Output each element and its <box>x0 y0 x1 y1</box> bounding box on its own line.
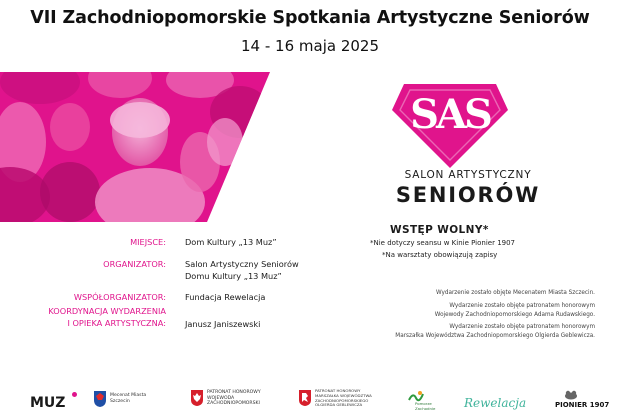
sas-logo <box>390 76 510 170</box>
info-value: Salon Artystyczny Seniorów <box>185 259 299 269</box>
wojewoda-line: ZACHODNIOPOMORSKI <box>207 401 260 407</box>
info-label: WSPÓŁORGANIZATOR: <box>73 292 166 302</box>
wojewoda-line: PATRONAT HONOROWY <box>207 390 261 395</box>
patronage-line: Wydarzenie zostało objęte patronatem honorowym <box>449 324 595 330</box>
patronage-line: Wydarzenie zostało objęte Mecenatem Miasta Szczecin. <box>435 290 595 296</box>
marszalek-line: PATRONAT HONOROWY <box>315 388 361 393</box>
pomorze-line: Zachodnie <box>415 405 436 411</box>
polish-eagle-icon <box>190 389 204 407</box>
muz-logo <box>30 392 77 411</box>
info-value: Janusz Janiszewski <box>185 319 261 329</box>
info-label: I OPIEKA ARTYSTYCZNA: <box>67 318 166 328</box>
sas-logo-mark: SAS <box>410 91 490 138</box>
marszalek-line: OLGIERDA GEBLEWICZA <box>315 402 363 408</box>
muz-dot-icon <box>72 392 77 397</box>
wojewoda-logo <box>190 389 270 411</box>
rewelacja-logo-text: Rewelacja <box>464 396 527 410</box>
mecenat-line: Szczecin <box>110 398 130 404</box>
info-label: MIEJSCE: <box>130 237 166 247</box>
marszalek-line: ZACHODNIOPOMORSKIEGO <box>315 397 369 403</box>
wojewoda-line: WOJEWODA <box>207 395 235 401</box>
marszalek-logo <box>298 389 388 413</box>
event-dates: 14 - 16 maja 2025 <box>241 37 379 55</box>
logo-name: SENIORÓW <box>395 183 541 207</box>
mecenat-logo <box>93 390 153 412</box>
free-entry-note: *Nie dotyczy seansu w Kinie Pionier 1907 <box>370 239 516 247</box>
free-entry-title: WSTĘP WOLNY* <box>390 224 489 236</box>
patronage-line: Wydarzenie zostało objęte patronatem honorowym <box>449 303 595 309</box>
marszalek-line: MARSZAŁKA WOJEWÓDZTWA <box>315 392 372 398</box>
info-label: KOORDYNACJA WYDARZENIA <box>48 306 166 316</box>
info-value: Dom Kultury „13 Muz” <box>185 237 277 247</box>
pomorze-line: Pomorze <box>415 401 432 406</box>
patronage-note <box>435 302 595 319</box>
patronage-line: Wojewody Zachodniopomorskiego Adama Rudawskiego. <box>434 311 595 318</box>
pomorze-logo <box>407 390 437 412</box>
event-title: VII Zachodniopomorskie Spotkania Artystyczne Seniorów <box>30 8 590 28</box>
mecenat-line: Mecenat Miasta <box>110 393 147 398</box>
patronage-note <box>436 289 595 298</box>
free-entry-block <box>370 224 515 260</box>
patronage-line: Marszałka Województwa Zachodniopomorskiego Olgierda Geblewicza. <box>395 332 595 339</box>
rewelacja-logo <box>464 392 526 411</box>
logo-subtitle: SALON ARTYSTYCZNY <box>404 169 532 181</box>
free-entry-note: *Na warsztaty obowiązują zapisy <box>382 251 498 259</box>
info-label: ORGANIZATOR: <box>103 259 166 269</box>
info-value: Fundacja Rewelacja <box>185 292 266 302</box>
szczecin-crest-icon <box>93 390 107 408</box>
info-value: Domu Kultury „13 Muz” <box>185 271 282 281</box>
patronage-note <box>395 323 595 340</box>
muz-logo-text: MUZ <box>30 395 66 411</box>
griffin-crest-icon <box>298 389 312 407</box>
pionier-logo <box>555 390 610 412</box>
audience-photo <box>0 72 360 222</box>
pionier-icon <box>564 390 578 400</box>
pionier-logo-text: PIONIER 1907 <box>555 401 610 409</box>
